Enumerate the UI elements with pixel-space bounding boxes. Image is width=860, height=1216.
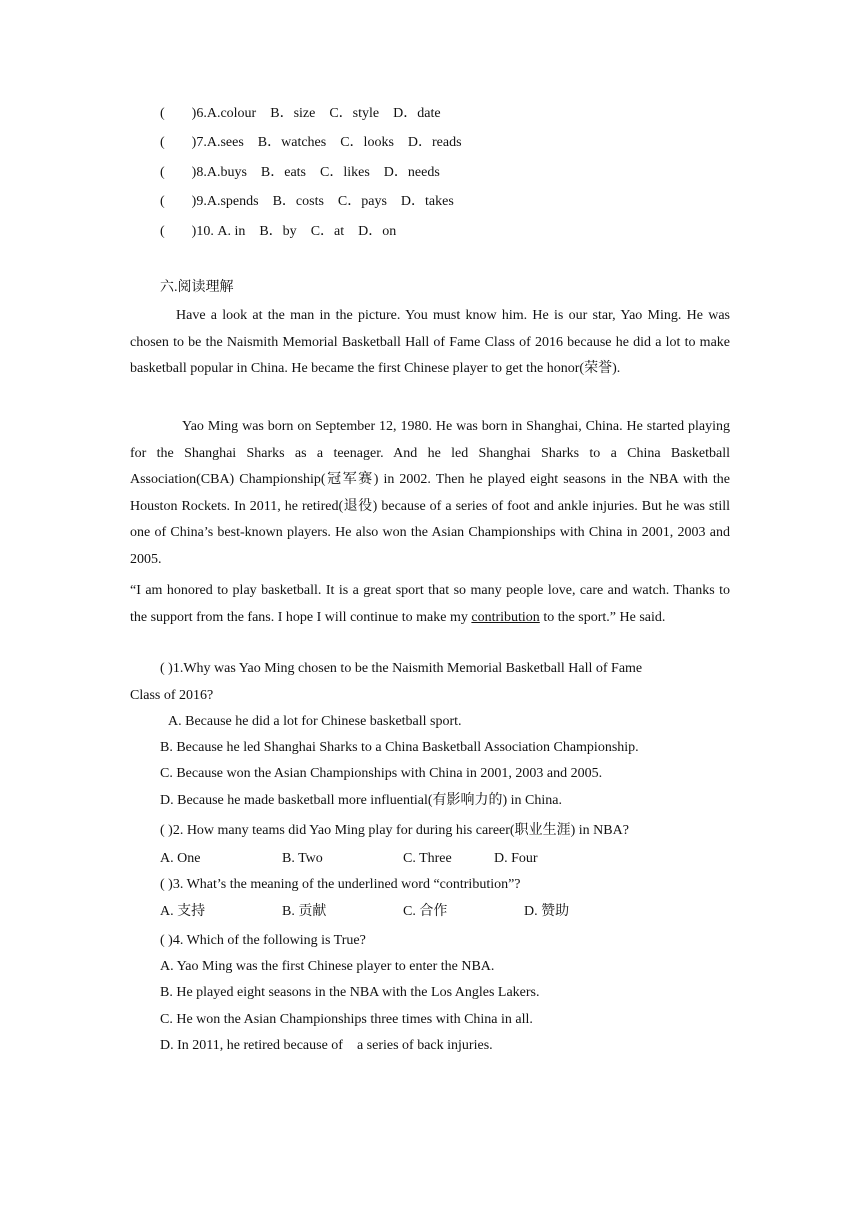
passage-paragraph-1: Have a look at the man in the picture. You must know him. He is our star, Yao Ming. He was chosen to be the Naismith Memorial Basketball Hall of Fame Class of 2016 because he did a lot to make basketball popular in China. He became the first Chinese player to get the honor(荣誉). bbox=[130, 308, 730, 376]
passage-paragraph-3: “I am honored to play basketball. It is a great sport that so many people love, care and watch. Thanks to the support from the fans. I hope I will continue to make my contribution to the sport.” He said. bbox=[130, 583, 730, 625]
cloze-item-8: ( )8.A.buys B．eats C．likes D．needs bbox=[160, 165, 440, 180]
question-4-option-a: A. Yao Ming was the first Chinese player to enter the NBA. bbox=[160, 959, 495, 974]
question-1-option-c: C. Because won the Asian Championships with China in 2001, 2003 and 2005. bbox=[160, 766, 603, 781]
underlined-word: contribution bbox=[471, 609, 540, 625]
question-2: ( )2. How many teams did Yao Ming play for during his career(职业生涯) in NBA? bbox=[160, 823, 629, 838]
question-1-cont: Class of 2016? bbox=[130, 688, 214, 703]
passage-paragraph-2: Yao Ming was born on September 12, 1980. He was born in Shanghai, China. He started playing for the Shanghai Sharks as a teenager. And he led Shanghai Sharks to a China Basketball Association(CBA) Championship(冠军赛) in 2002. Then he played eight seasons in the NBA with the Houston Rockets. In 2011, he retired(退役) because of a series of foot and ankle injuries. But he was still one of China’s best-known players. He also won the Asian Championships with China in 2001, 2003 and 2005. bbox=[130, 419, 730, 567]
cloze-item-7: ( )7.A.sees B．watches C．looks D．reads bbox=[160, 135, 462, 150]
question-1-option-d: D. Because he made basketball more influential(有影响力的) in China. bbox=[160, 793, 563, 808]
document-page: ( )6.A.colour B．size C．style D．date ( )7.A.sees B．watches C．looks D．reads ( )8.A.buys B．eats C．likes D．needs ( )9.A.spends B．costs C．pays D．takes ( )10. A. in B．by C．at D．on 六.阅读理解 Have a look at the man in the picture. You must know him. He is our star, Yao Ming. He was chosen to be the Naismith Memorial Basketball Hall of Fame Class of 2016 because he did a lot to make basketball popular in China. He became the first Chinese player to get the honor(荣誉). Yao Ming was born on September 12, 1980. He was born in Shanghai, China. He started playing for the Shanghai Sharks as a teenager. And he led Shanghai Sharks to a China Basketball Association(CBA) Championship(冠军赛) in 2002. Then he played eight seasons in the NBA with the Houston Rockets. In 2011, he retired(退役) because of a series of foot and ankle injuries. But he was still one of China’s best-known players. He also won the Asian Championships with China in 2001, 2003 and 2005. “I am honored to play basketball. It is a great sport that so many people love, care and watch. Thanks to the support from the fans. I hope I will continue to make my contribution to the sport.” He said. ( )1.Why was Yao Ming chosen to be the Naismith Memorial Basketball Hall of Fame Class of 2016? A. Because he did a lot for Chinese basketball sport. B. Because he led Shanghai Sharks to a China Basketball Association Championship. C. Because won the Asian Championships with China in 2001, 2003 and 2005. D. Because he made basketball more influential(有影响力的) in China. ( )2. How many teams did Yao Ming play for during his career(职业生涯) in NBA? A. One B. Two C. Three D. Four ( )3. What’s the meaning of the underlined word “contribution”? A. 支持 B. 贡献 C. 合作 D. 赞助 ( )4. Which of the following is True? A. Yao Ming was the first Chinese player to enter the NBA. B. He played eight seasons in the NBA with the Los Angles Lakers. C. He won the Asian Championships three times with China in all. D. In 2011, he retired because of a series of back injuries. bbox=[0, 0, 860, 1216]
question-1-option-a: A. Because he did a lot for Chinese basketball sport. bbox=[168, 714, 462, 729]
question-4-option-c: C. He won the Asian Championships three times with China in all. bbox=[160, 1012, 533, 1027]
question-4-option-b: B. He played eight seasons in the NBA with the Los Angles Lakers. bbox=[160, 985, 540, 1000]
question-4: ( )4. Which of the following is True? bbox=[160, 933, 366, 948]
question-3: ( )3. What’s the meaning of the underlined word “contribution”? bbox=[160, 877, 521, 892]
question-1: ( )1.Why was Yao Ming chosen to be the Naismith Memorial Basketball Hall of Fame bbox=[160, 661, 643, 676]
section-title: 六.阅读理解 bbox=[160, 280, 234, 295]
cloze-item-6: ( )6.A.colour B．size C．style D．date bbox=[160, 106, 441, 121]
cloze-item-10: ( )10. A. in B．by C．at D．on bbox=[160, 224, 397, 239]
cloze-item-9: ( )9.A.spends B．costs C．pays D．takes bbox=[160, 194, 454, 209]
question-1-option-b: B. Because he led Shanghai Sharks to a China Basketball Association Championship. bbox=[160, 740, 639, 755]
question-4-option-d: D. In 2011, he retired because of a series of back injuries. bbox=[160, 1038, 493, 1053]
